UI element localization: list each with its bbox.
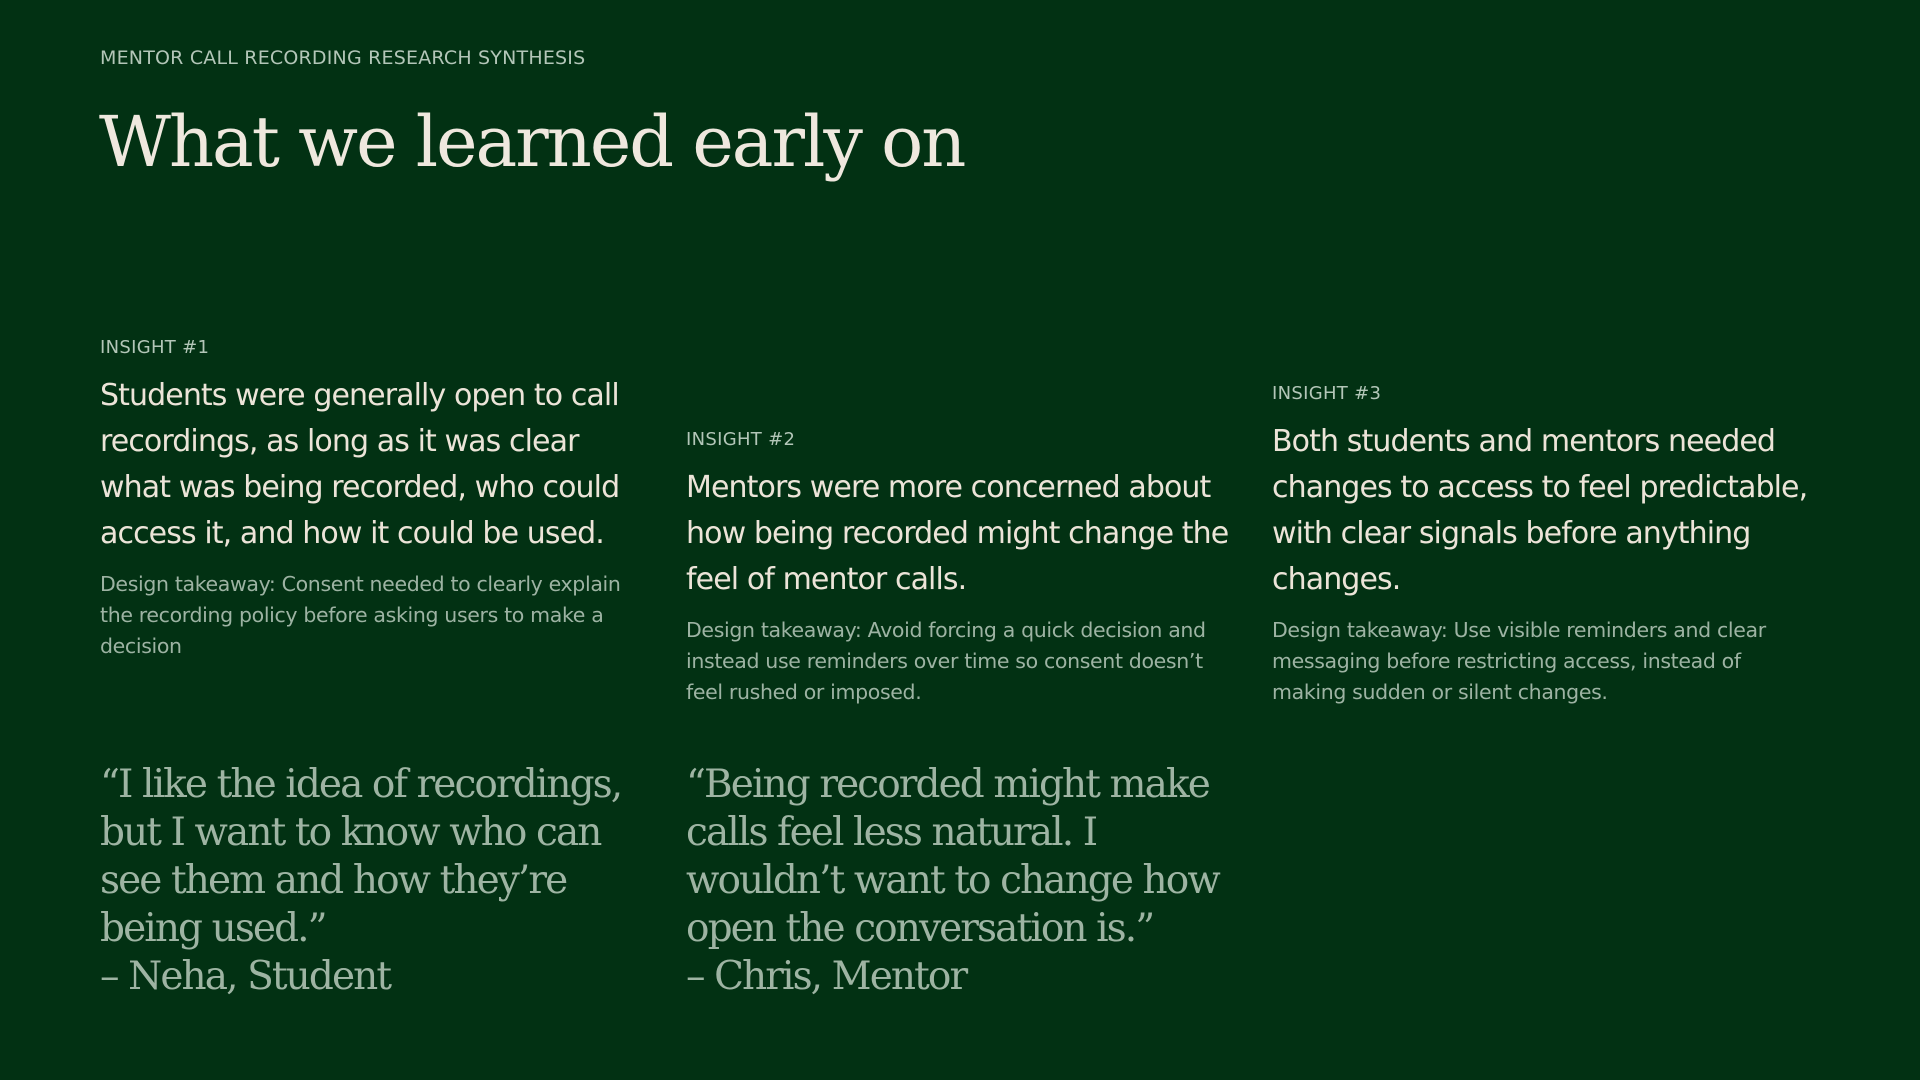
quote-neha: [100, 761, 645, 1001]
insight-headline: Both students and mentors needed changes to access to feel predictable, with clear signals before anything changes.: [1272, 424, 1808, 597]
design-takeaway: Design takeaway: Use visible reminders and clear messaging before restricting access, instead of making sudden or silent changes.: [1272, 618, 1766, 704]
insight-headline: Students were generally open to call recordings, as long as it was clear what was being recorded, who could access it, and how it could be used.: [100, 378, 620, 551]
quote-chris: [686, 761, 1231, 1001]
insight-card-3: [1272, 383, 1817, 708]
insight-card-1: [100, 337, 645, 662]
quote-text: “Being recorded might make calls feel less natural. I wouldn’t want to change how open the conversation is.”: [686, 762, 1219, 951]
quote-attribution: – Chris, Mentor: [686, 954, 967, 999]
page-title: What we learned early on: [99, 101, 965, 183]
quote-text: “I like the idea of recordings, but I want to know who can see them and how they’re being used.”: [100, 762, 622, 951]
insight-label: INSIGHT #1: [100, 337, 210, 358]
quote-attribution: – Neha, Student: [100, 954, 391, 999]
insight-label: INSIGHT #2: [686, 429, 796, 450]
eyebrow-label: MENTOR CALL RECORDING RESEARCH SYNTHESIS: [100, 47, 586, 69]
design-takeaway: Design takeaway: Avoid forcing a quick decision and instead use reminders over time so consent doesn’t feel rushed or imposed.: [686, 618, 1206, 704]
insight-card-2: [686, 429, 1231, 708]
design-takeaway: Design takeaway: Consent needed to clearly explain the recording policy before asking users to make a decision: [100, 572, 621, 658]
insight-headline: Mentors were more concerned about how being recorded might change the feel of mentor calls.: [686, 470, 1229, 597]
insight-label: INSIGHT #3: [1272, 383, 1382, 404]
